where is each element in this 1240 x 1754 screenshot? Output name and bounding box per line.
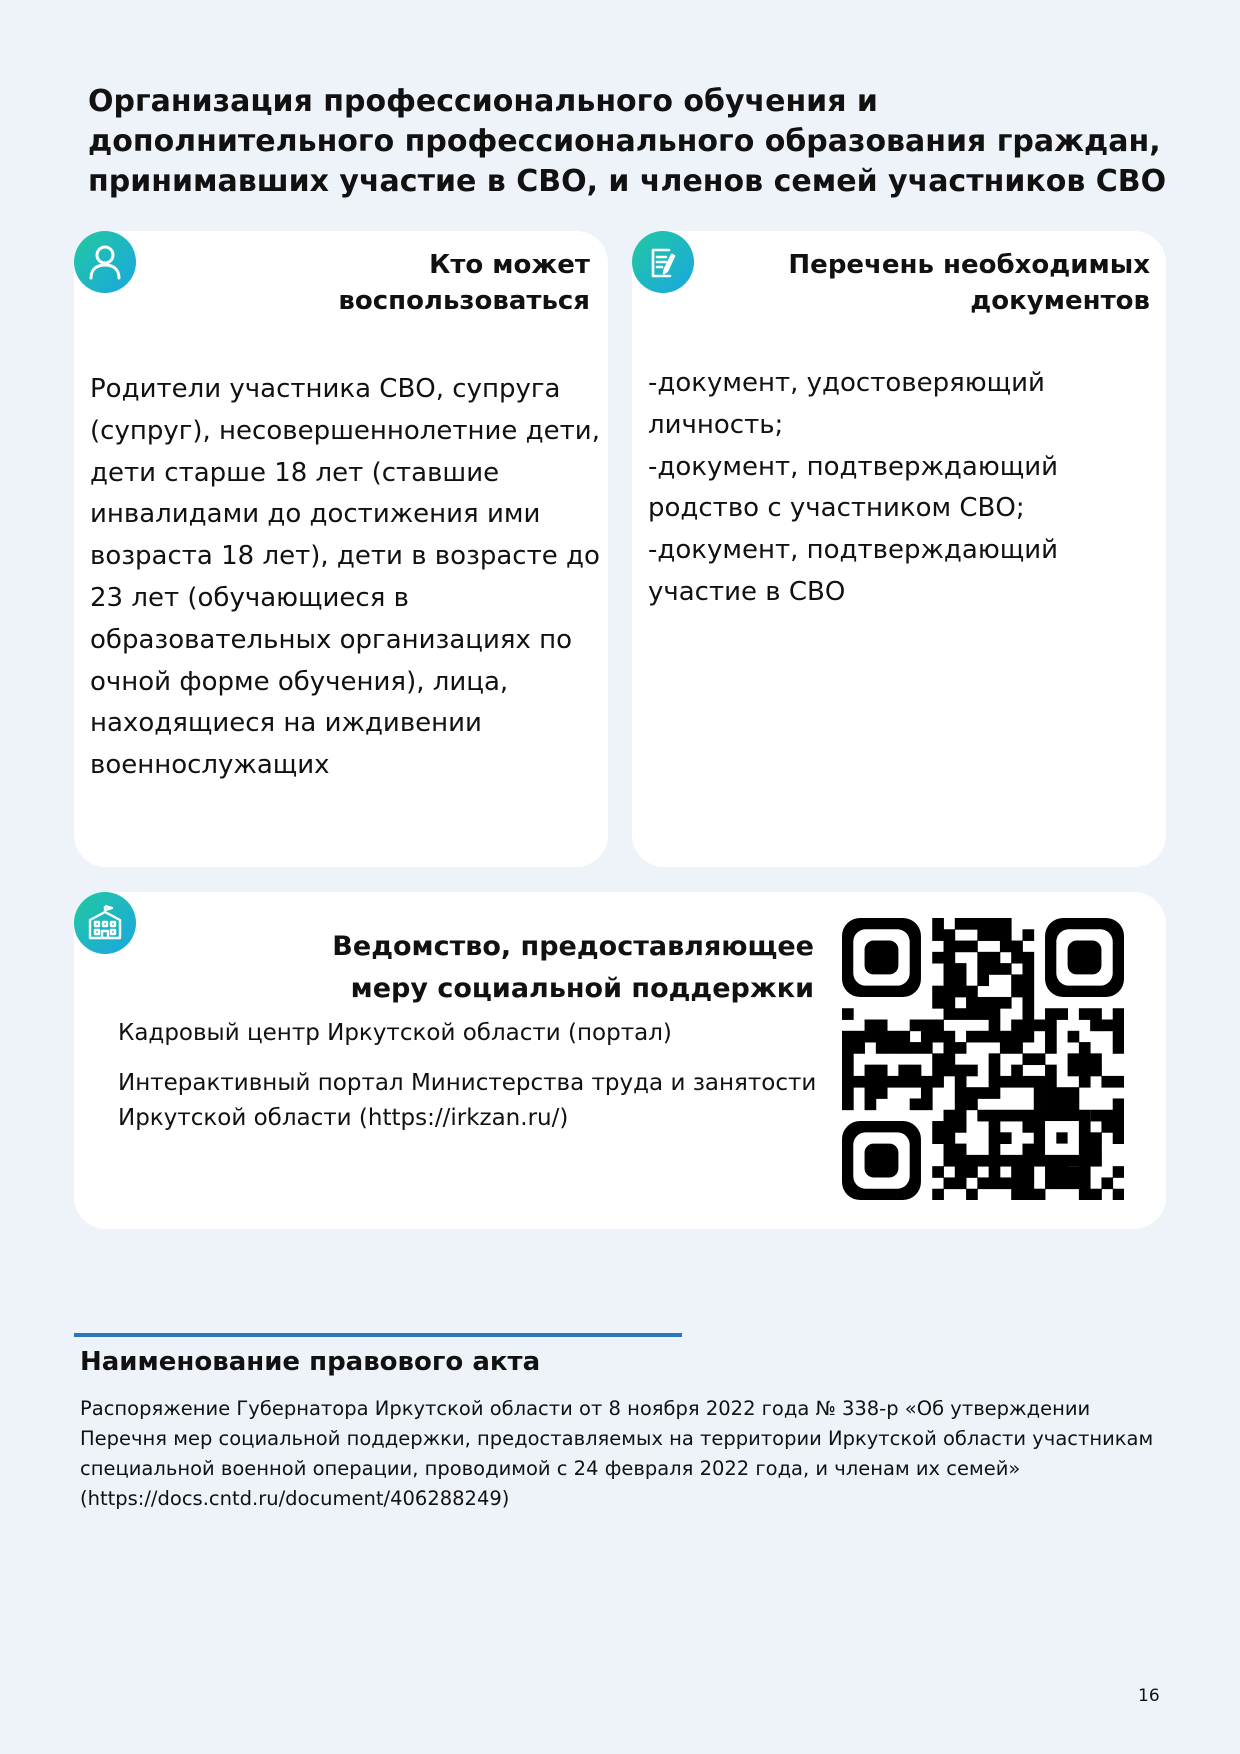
section-divider xyxy=(74,1333,682,1337)
document-item: -документ, подтверждающий участие в СВО xyxy=(648,535,1058,607)
user-icon xyxy=(74,231,136,293)
page-number: 16 xyxy=(1138,1686,1160,1706)
document-edit-icon xyxy=(632,231,694,293)
legal-heading: Наименование правового акта xyxy=(80,1347,541,1377)
documents-title: Перечень необходимых документов xyxy=(788,250,1150,316)
documents-list xyxy=(648,363,1158,614)
qr-code[interactable] xyxy=(842,918,1124,1200)
agency-title: Ведомство, предоставляющее меру социальной поддержки xyxy=(332,931,814,1004)
page-title: Организация профессионального обучения и дополнительного профессионального образования граждан, принимавших участие в СВО, и членов семей участников СВО xyxy=(88,84,1167,199)
school-building-icon xyxy=(74,892,136,954)
who-can-use-title: Кто может воспользоваться xyxy=(338,250,590,316)
agency-card xyxy=(74,892,1166,1229)
agency-item: Кадровый центр Иркутской области (портал) xyxy=(118,1020,672,1046)
documents-card xyxy=(632,231,1166,867)
legal-text: Распоряжение Губернатора Иркутской области от 8 ноября 2022 года № 338-р «Об утверждении Перечня мер социальной поддержки, предоставляемых на территории Иркутской области участникам специальной военной операции, проводимой с 24 февраля 2022 года, и членам их семей» (https://docs.cntd.ru/document/406288249) xyxy=(80,1397,1154,1510)
document-item: -документ, подтверждающий родство с участником СВО; xyxy=(648,451,1058,524)
who-can-use-card xyxy=(74,231,608,867)
who-can-use-body: Родители участника СВО, супруга (супруг), несовершеннолетние дети, дети старше 18 лет (ставшие инвалидами до достижения ими возраста 18 лет), дети в возрасте до 23 лет (обучающиеся в образовательных организациях по очной форме обучения), лица, находящиеся на иждивении военнослужащих xyxy=(90,374,600,781)
agency-item: Интерактивный портал Министерства труда и занятости Иркутской области (https://irkzan.ru/) xyxy=(118,1070,817,1131)
document-item: -документ, удостоверяющий личность; xyxy=(648,368,1045,440)
